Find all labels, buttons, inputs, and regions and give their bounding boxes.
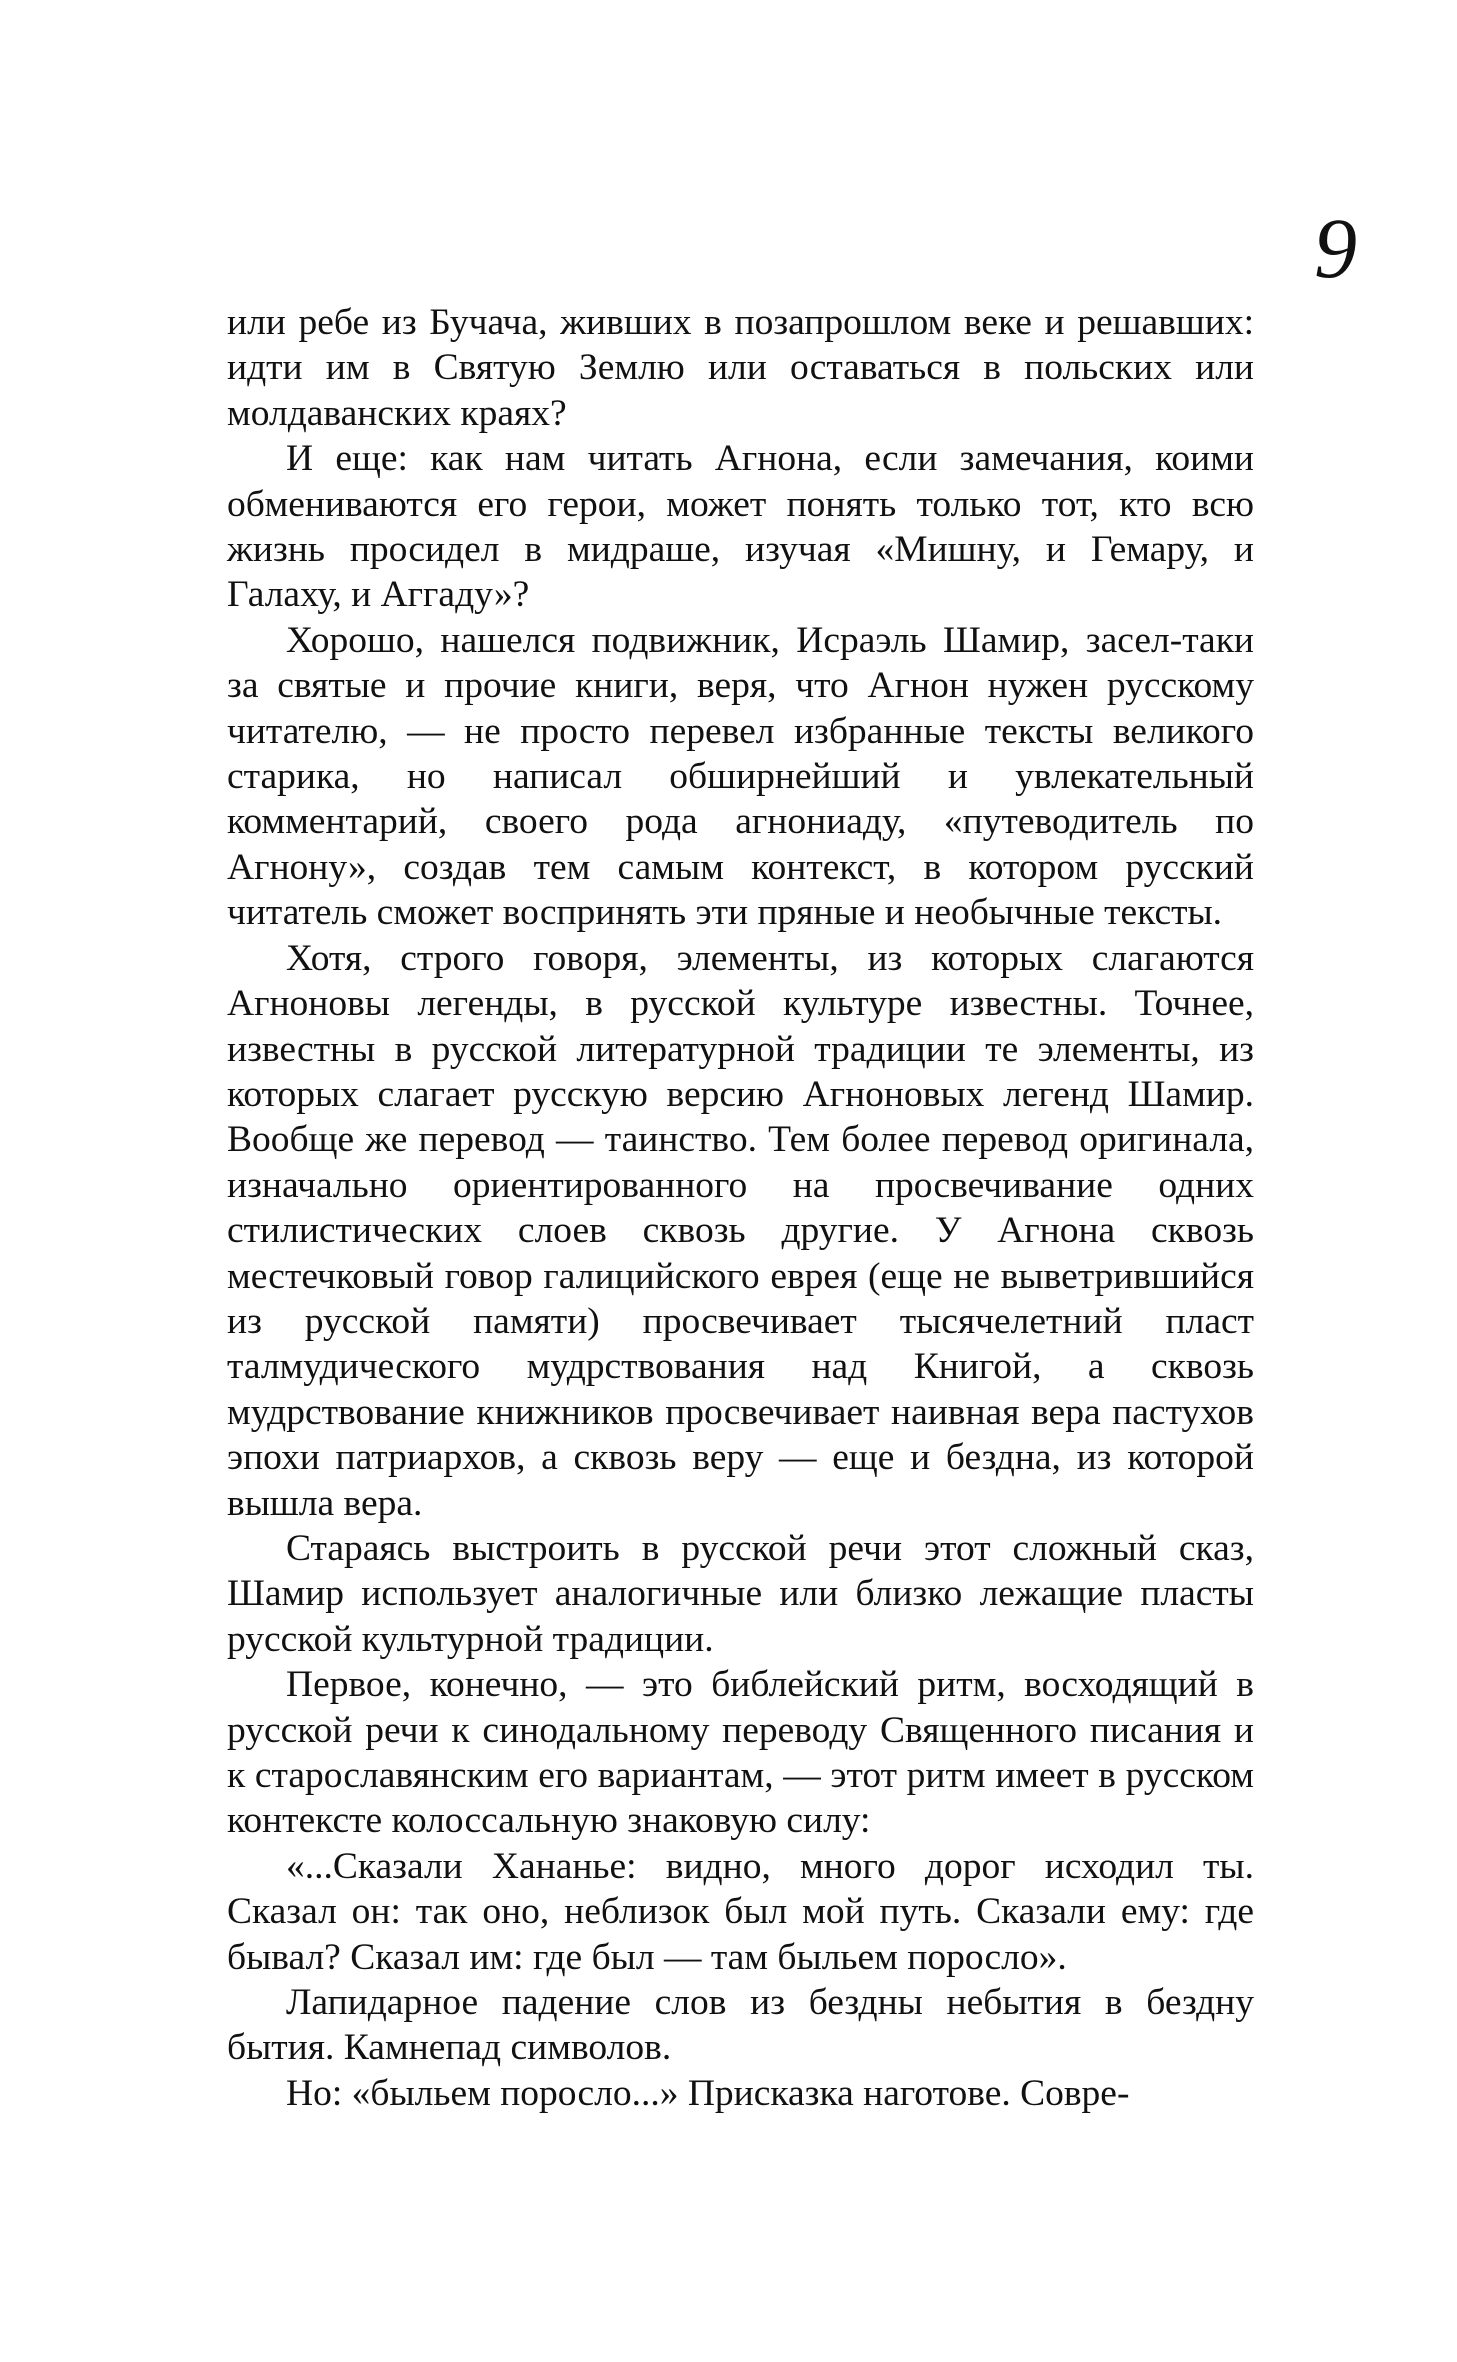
paragraph: Лапидарное падение слов из бездны небытия в бездну бытия. Камнепад символов. [227,1982,1254,2069]
paragraph: или ребе из Бучача, живших в позапрошлом веке и решавших: идти им в Святую Землю или оставаться в польских или молдаванских краях? [227,302,1254,434]
paragraph: И еще: как нам читать Агнона, если замечания, коими обмениваются его герои, может понять только тот, кто всю жизнь просидел в мидраше, изучая «Мишну, и Гемару, и Галаху, и Аггаду»? [227,438,1254,616]
page-number: 9 [1314,200,1357,296]
paragraph: Хорошо, нашелся подвижник, Исраэль Шамир, засел-таки за святые и прочие книги, веря, что Агнон нужен русскому читателю, — не просто перевел избранные тексты великого старика, но написал обширнейший и увлекательный комментарий, своего рода агнониаду, «путеводитель по Агнону», создав тем самым контекст, в котором русский читатель сможет воспринять эти пряные и необычные тексты. [227,619,1254,934]
paragraph: Первое, конечно, — это библейский ритм, восходящий в русской речи к синодальному переводу Священного писания и к старославянским его вариантам, — этот ритм имеет в русском контексте колоссальную знаковую силу: [227,1664,1254,1842]
quotation: «...Сказали Хананье: видно, много дорог исходил ты. Сказал он: так оно, неблизок был мой путь. Сказали ему: где бывал? Сказал им: где был — там быльем поросло». [227,1845,1254,1978]
paragraph: Стараясь выстроить в русской речи этот сложный сказ, Шамир использует аналогичные или близко лежащие пласты русской культурной традиции. [227,1527,1254,1660]
paragraph: Но: «быльем поросло...» Присказка наготове. Совре- [286,2072,1130,2114]
paragraph: Хотя, строго говоря, элементы, из которых слагаются Агноновы легенды, в русской культуре известны. Точнее, известны в русской литературной традиции те элементы, из которых слагает русскую версию Агноновых легенд Шамир. Вообще же перевод — таинство. Тем более перевод оригинала, изначально ориентированного на просвечивание одних стилистических слоев сквозь другие. У Агнона сквозь местечковый говор галицийского еврея (еще не выветрившийся из русской памяти) просвечивает тысячелетний пласт талмудического мудрствования над Книгой, а сквозь мудрствование книжников просвечивает наивная вера пастухов эпохи патриархов, а сквозь веру — еще и бездна, из которой вышла вера. [227,937,1254,1524]
body-text [227,300,1254,2116]
